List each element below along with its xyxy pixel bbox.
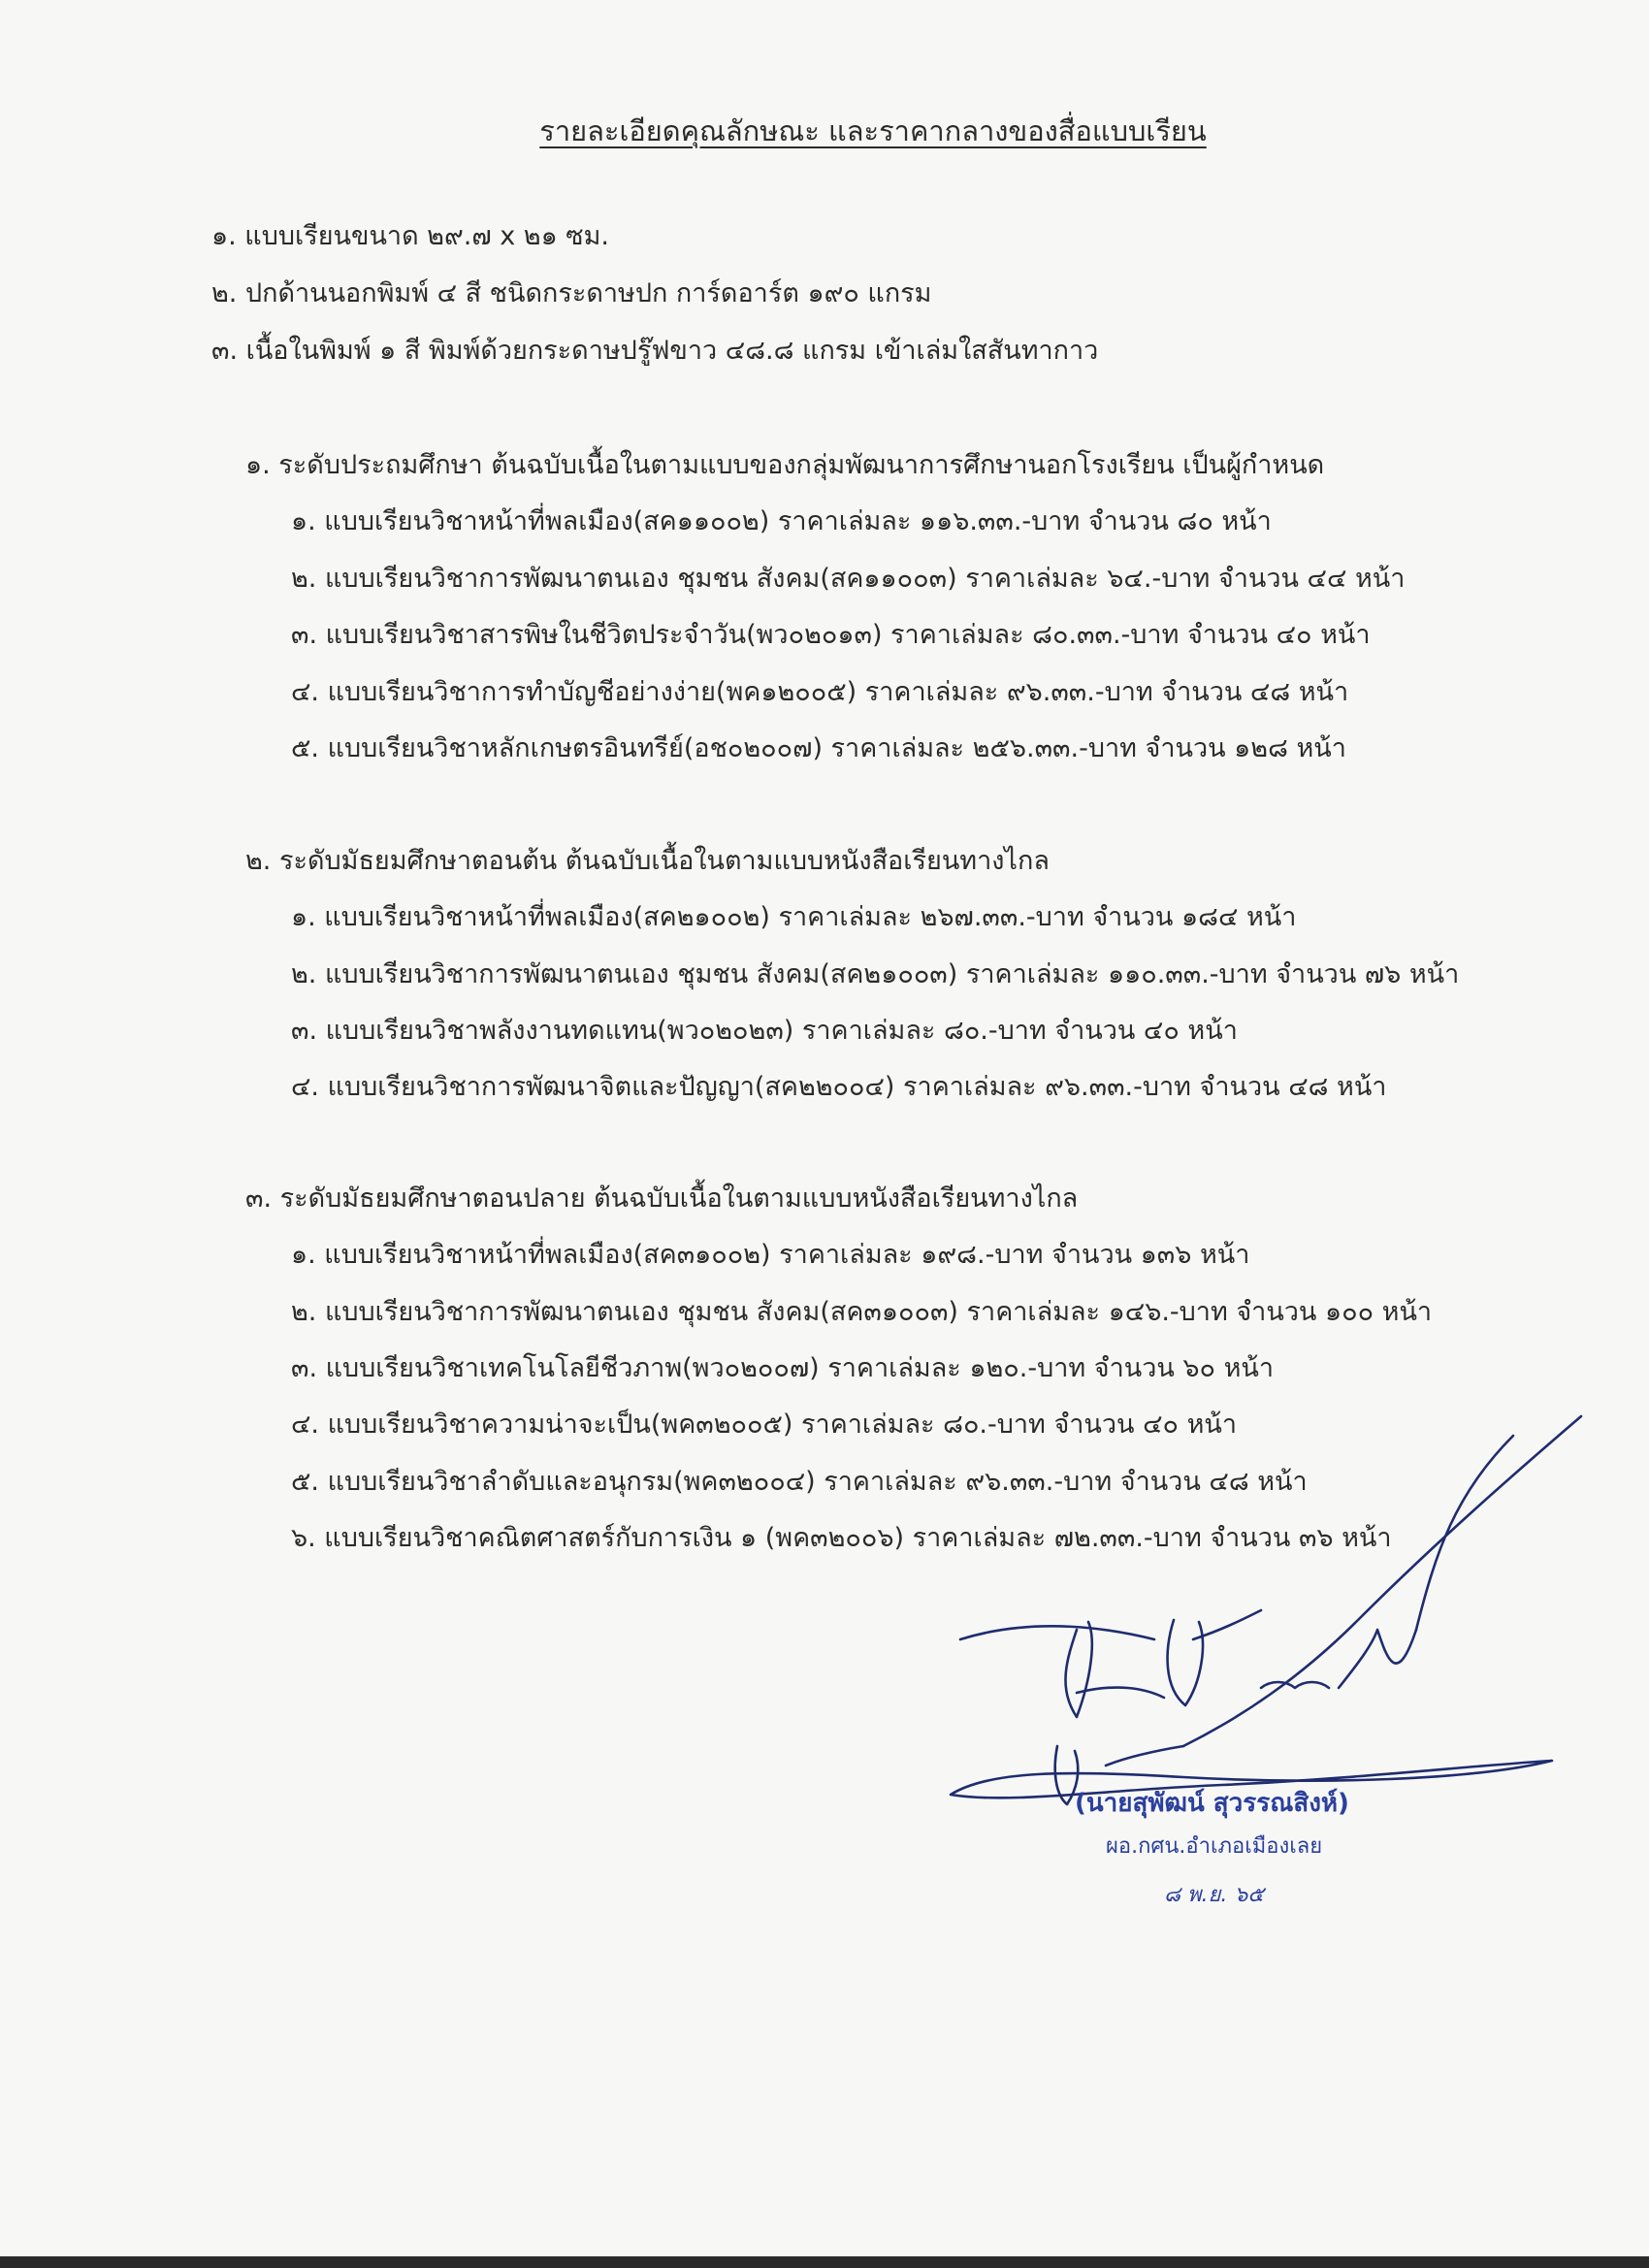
section-heading-upper-secondary: ๓. ระดับมัธยมศึกษาตอนปลาย ต้นฉบับเนื้อในตามแบบหนังสือเรียนทางไกล bbox=[245, 1183, 1079, 1214]
list-item: ๑. แบบเรียนวิชาหน้าที่พลเมือง(สค๑๑๐๐๒) ราคาเล่มละ ๑๑๖.๓๓.-บาท จำนวน ๘๐ หน้า bbox=[291, 506, 1272, 536]
list-item: ๒. แบบเรียนวิชาการพัฒนาตนเอง ชุมชน สังคม(สค๒๑๐๐๓) ราคาเล่มละ ๑๑๐.๓๓.-บาท จำนวน ๗๖ หน้า bbox=[291, 959, 1460, 989]
list-item: ๔. แบบเรียนวิชาการพัฒนาจิตและปัญญา(สค๒๒๐๐๔) ราคาเล่มละ ๙๖.๓๓.-บาท จำนวน ๔๘ หน้า bbox=[291, 1072, 1387, 1102]
list-item: ๓. แบบเรียนวิชาเทคโนโลยีชีวภาพ(พว๐๒๐๐๗) ราคาเล่มละ ๑๒๐.-บาท จำนวน ๖๐ หน้า bbox=[291, 1353, 1275, 1383]
document-title: รายละเอียดคุณลักษณะ และราคากลางของสื่อแบบเรียน bbox=[539, 114, 1207, 147]
list-item: ๕. แบบเรียนวิชาลำดับและอนุกรม(พค๓๒๐๐๔) ราคาเล่มละ ๙๖.๓๓.-บาท จำนวน ๔๘ หน้า bbox=[291, 1467, 1308, 1497]
list-item: ๓. แบบเรียนวิชาสารพิษในชีวิตประจำวัน(พว๐๒๐๑๓) ราคาเล่มละ ๘๐.๓๓.-บาท จำนวน ๔๐ หน้า bbox=[291, 620, 1371, 650]
list-item: ๓. แบบเรียนวิชาพลังงานทดแทน(พว๐๒๐๒๓) ราคาเล่มละ ๘๐.-บาท จำนวน ๔๐ หน้า bbox=[291, 1016, 1238, 1046]
spec-line-2: ๒. ปกด้านนอกพิมพ์ ๔ สี ชนิดกระดาษปก การ์ดอาร์ต ๑๙๐ แกรม bbox=[211, 278, 932, 308]
list-item: ๒. แบบเรียนวิชาการพัฒนาตนเอง ชุมชน สังคม(สค๓๑๐๐๓) ราคาเล่มละ ๑๔๖.-บาท จำนวน ๑๐๐ หน้า bbox=[291, 1297, 1433, 1327]
list-item: ๖. แบบเรียนวิชาคณิตศาสตร์กับการเงิน ๑ (พค๓๒๐๐๖) ราคาเล่มละ ๗๒.๓๓.-บาท จำนวน ๓๖ หน้า bbox=[291, 1523, 1392, 1553]
spec-line-1: ๑. แบบเรียนขนาด ๒๙.๗ x ๒๑ ซม. bbox=[211, 221, 610, 251]
list-item: ๔. แบบเรียนวิชาความน่าจะเป็น(พค๓๒๐๐๕) ราคาเล่มละ ๘๐.-บาท จำนวน ๔๐ หน้า bbox=[291, 1409, 1237, 1440]
list-item: ๑. แบบเรียนวิชาหน้าที่พลเมือง(สค๒๑๐๐๒) ราคาเล่มละ ๒๖๗.๓๓.-บาท จำนวน ๑๘๔ หน้า bbox=[291, 902, 1297, 932]
signatory-position: ผอ.กศน.อำเภอเมืองเลย bbox=[1106, 1834, 1323, 1859]
list-item: ๕. แบบเรียนวิชาหลักเกษตรอินทรีย์(อช๐๒๐๐๗) ราคาเล่มละ ๒๕๖.๓๓.-บาท จำนวน ๑๒๘ หน้า bbox=[291, 733, 1346, 763]
section-heading-primary: ๑. ระดับประถมศึกษา ต้นฉบับเนื้อในตามแบบของกลุ่มพัฒนาการศึกษานอกโรงเรียน เป็นผู้กำหนด bbox=[245, 450, 1325, 480]
list-item: ๑. แบบเรียนวิชาหน้าที่พลเมือง(สค๓๑๐๐๒) ราคาเล่มละ ๑๙๘.-บาท จำนวน ๑๓๖ หน้า bbox=[291, 1240, 1250, 1270]
scan-edge-bar bbox=[0, 2256, 1649, 2268]
section-heading-lower-secondary: ๒. ระดับมัธยมศึกษาตอนต้น ต้นฉบับเนื้อในตามแบบหนังสือเรียนทางไกล bbox=[245, 846, 1050, 876]
list-item: ๔. แบบเรียนวิชาการทำบัญชีอย่างง่าย(พค๑๒๐๐๕) ราคาเล่มละ ๙๖.๓๓.-บาท จำนวน ๔๘ หน้า bbox=[291, 677, 1349, 707]
signatory-name: (นายสุพัฒน์ สุวรรณสิงห์) bbox=[1075, 1789, 1349, 1818]
signature-date: ๘ พ.ย. ๖๕ bbox=[1164, 1883, 1264, 1907]
list-item: ๒. แบบเรียนวิชาการพัฒนาตนเอง ชุมชน สังคม(สค๑๑๐๐๓) ราคาเล่มละ ๖๔.-บาท จำนวน ๔๔ หน้า bbox=[291, 564, 1406, 594]
spec-line-3: ๓. เนื้อในพิมพ์ ๑ สี พิมพ์ด้วยกระดาษปรู๊ฟขาว ๔๘.๘ แกรม เข้าเล่มใสสันทากาว bbox=[211, 336, 1099, 366]
